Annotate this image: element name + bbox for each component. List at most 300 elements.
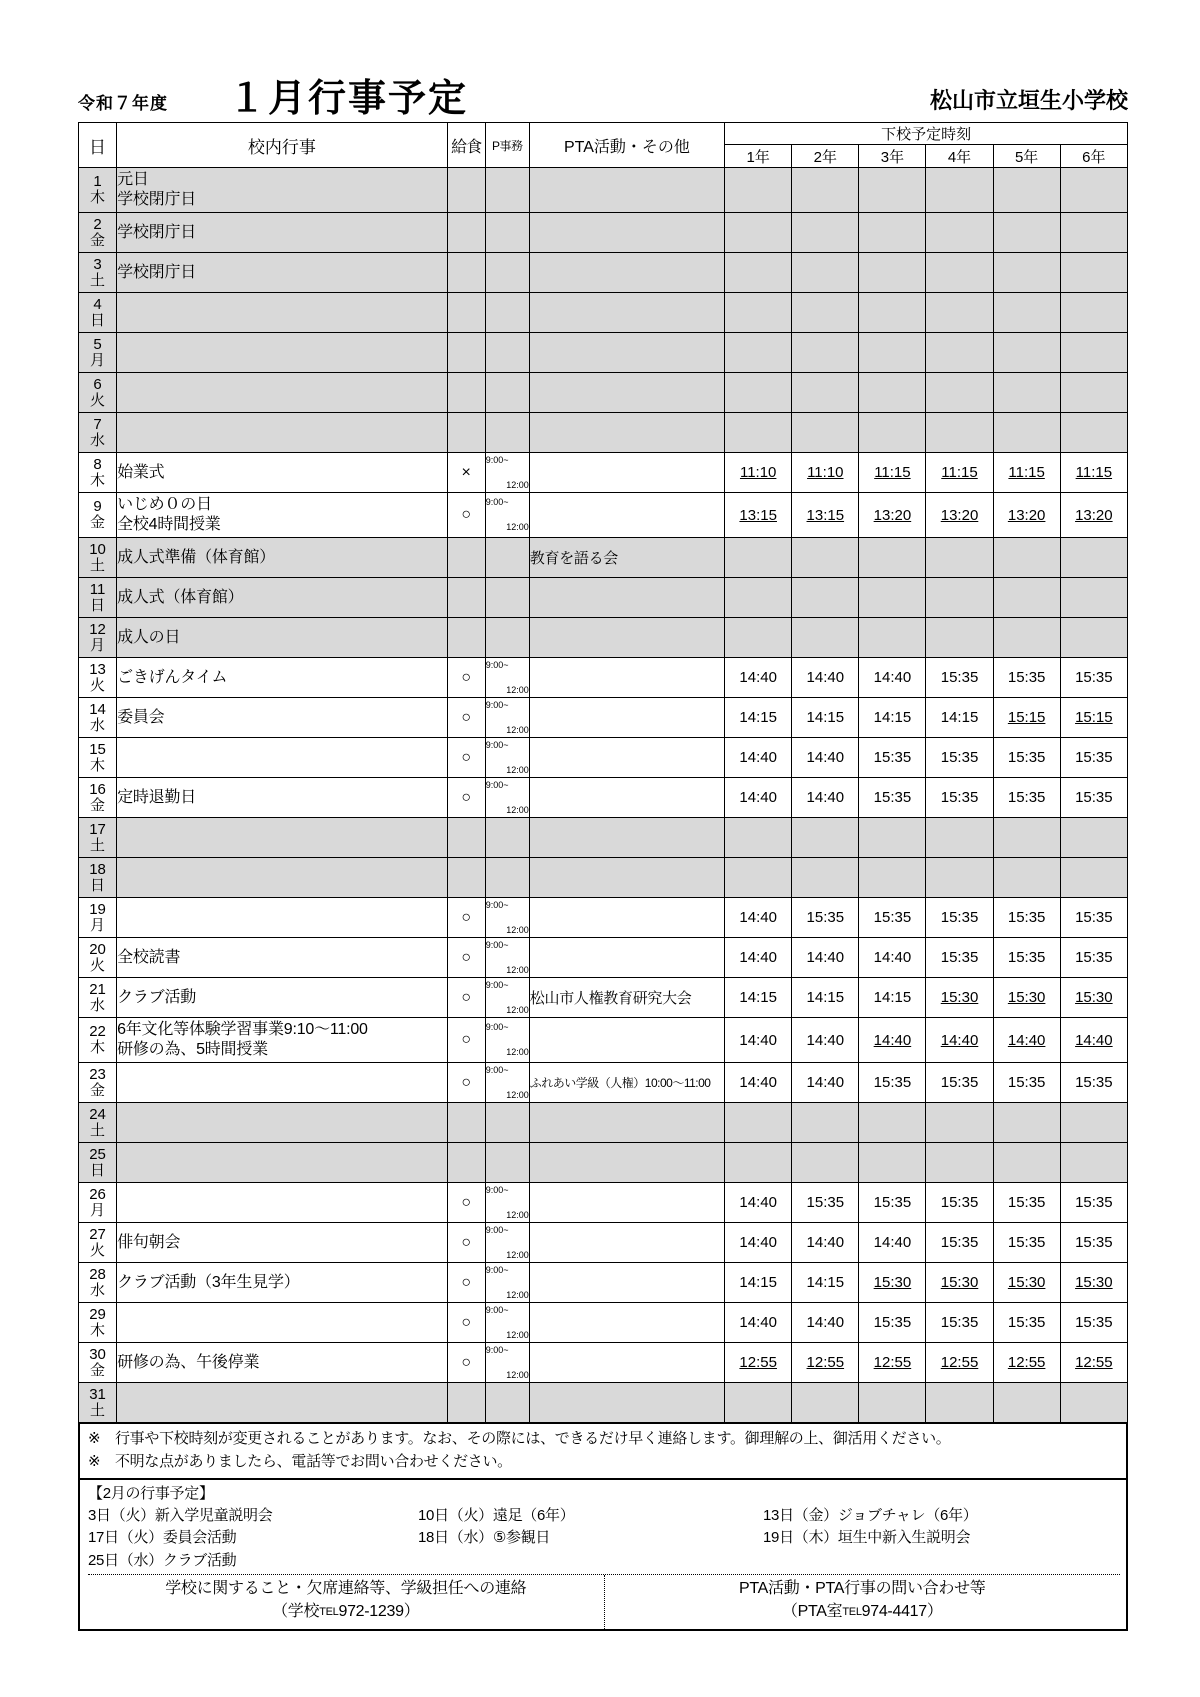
cell-dismissal-grade-1	[725, 413, 792, 453]
table-row	[79, 858, 1128, 898]
cell-dismissal-grade-3	[859, 898, 926, 938]
event-line: 成人式準備（体育館）	[117, 548, 276, 566]
day-weekday: 火	[90, 391, 106, 409]
cell-dismissal-grade-1	[725, 1018, 792, 1063]
day-weekday: 金	[90, 1081, 106, 1099]
february-item: 17日（火）委員会活動	[88, 1529, 237, 1547]
masthead	[78, 70, 1128, 118]
cell-dismissal-grade-1	[725, 1183, 792, 1223]
cell-school-event	[117, 453, 448, 493]
day-number: 23	[89, 1065, 106, 1083]
cell-dismissal-grade-4	[926, 938, 993, 978]
cell-pta-activity: 教育を語る会	[529, 538, 724, 578]
dismissal-time: 14:15	[873, 709, 912, 726]
cell-pta-activity	[529, 738, 724, 778]
dismissal-time: 14:15	[806, 709, 845, 726]
dismissal-time: 14:15	[806, 1274, 845, 1291]
cell-dismissal-grade-1	[725, 373, 792, 413]
table-row	[79, 373, 1128, 413]
day-number: 6	[93, 375, 102, 393]
office-end: 12:00	[506, 1089, 529, 1100]
table-row	[79, 658, 1128, 698]
day-weekday: 金	[90, 231, 106, 249]
dismissal-time: 15:35	[1075, 669, 1113, 686]
cell-dismissal-grade-3	[859, 1183, 926, 1223]
cell-pta-office-hours	[485, 1343, 529, 1383]
cell-dismissal-grade-2	[792, 938, 859, 978]
cell-dismissal-grade-4	[926, 1063, 993, 1103]
february-title: 【2月の行事予定】	[88, 1485, 214, 1502]
dismissal-time: 15:35	[940, 789, 979, 806]
dismissal-time: 14:40	[739, 909, 777, 926]
table-row	[79, 253, 1128, 293]
day-weekday: 金	[90, 796, 106, 814]
office-start: 9:00~	[485, 979, 509, 990]
event-line: 学校閉庁日	[117, 191, 197, 208]
cell-lunch-mark	[447, 293, 485, 333]
cell-dismissal-grade-2	[792, 1103, 859, 1143]
cell-dismissal-grade-3	[859, 1383, 926, 1423]
dismissal-time: 15:35	[1075, 909, 1113, 926]
cell-dismissal-grade-1	[725, 213, 792, 253]
cell-dismissal-grade-6	[1060, 293, 1127, 333]
col-header-event: 校内行事	[117, 123, 448, 168]
cell-dismissal-grade-6	[1060, 213, 1127, 253]
cell-pta-office-hours	[485, 253, 529, 293]
cell-pta-office-hours	[485, 898, 529, 938]
cell-dismissal-grade-3	[859, 1143, 926, 1183]
cell-day	[79, 738, 117, 778]
table-row	[79, 1223, 1128, 1263]
cell-lunch-mark	[447, 253, 485, 293]
event-line: 元日	[117, 171, 149, 189]
dismissal-time: 12:55	[739, 1354, 777, 1371]
february-block	[78, 1480, 1128, 1631]
cell-school-event	[117, 253, 448, 293]
note-line-2: ※ 不明な点がありましたら、電話等でお問い合わせください。	[88, 1452, 512, 1470]
table-row	[79, 168, 1128, 213]
cell-pta-activity	[529, 658, 724, 698]
cell-dismissal-grade-6	[1060, 698, 1127, 738]
cell-dismissal-grade-6	[1060, 738, 1127, 778]
cell-dismissal-grade-1	[725, 658, 792, 698]
cell-pta-office-hours	[485, 373, 529, 413]
cell-dismissal-grade-1	[725, 938, 792, 978]
cell-dismissal-grade-4	[926, 978, 993, 1018]
cell-dismissal-grade-5	[993, 778, 1060, 818]
dismissal-time: 15:35	[940, 1234, 979, 1251]
dismissal-time: 15:35	[940, 909, 979, 926]
cell-pta-activity	[529, 1143, 724, 1183]
day-weekday: 日	[90, 1161, 106, 1179]
cell-dismissal-grade-1	[725, 293, 792, 333]
event-line: 全校4時間授業	[117, 516, 221, 533]
cell-pta-office-hours	[485, 493, 529, 538]
day-number: 30	[89, 1345, 106, 1363]
table-row	[79, 293, 1128, 333]
cell-dismissal-grade-1	[725, 1303, 792, 1343]
cell-dismissal-grade-1	[725, 333, 792, 373]
cell-pta-activity	[529, 818, 724, 858]
office-start: 9:00~	[485, 899, 509, 910]
dismissal-time: 15:35	[1075, 1234, 1113, 1251]
cell-pta-office-hours	[485, 1018, 529, 1063]
cell-school-event	[117, 618, 448, 658]
cell-day	[79, 293, 117, 333]
table-row	[79, 818, 1128, 858]
cell-dismissal-grade-6	[1060, 493, 1127, 538]
dismissal-time: 15:30	[1075, 989, 1113, 1006]
office-end: 12:00	[506, 1047, 529, 1057]
cell-school-event	[117, 168, 448, 213]
cell-school-event	[117, 1343, 448, 1383]
cell-dismissal-grade-4	[926, 213, 993, 253]
office-start: 9:00~	[485, 779, 509, 790]
cell-lunch-mark: ○	[447, 1303, 485, 1343]
dismissal-time: 15:30	[1007, 989, 1046, 1006]
cell-dismissal-grade-3	[859, 1223, 926, 1263]
table-row	[79, 1183, 1128, 1223]
cell-dismissal-grade-6	[1060, 978, 1127, 1018]
dismissal-time: 15:35	[1007, 789, 1046, 806]
cell-pta-activity	[529, 1343, 724, 1383]
cell-pta-activity	[529, 213, 724, 253]
col-header-pta: PTA活動・その他	[529, 123, 724, 168]
dismissal-time: 11:15	[1075, 464, 1113, 481]
cell-pta-office-hours	[485, 333, 529, 373]
contact-block	[88, 1574, 1120, 1629]
cell-dismissal-grade-2	[792, 698, 859, 738]
cell-dismissal-grade-3	[859, 293, 926, 333]
cell-lunch-mark: ○	[447, 1343, 485, 1383]
cell-pta-activity	[529, 333, 724, 373]
cell-dismissal-grade-3	[859, 453, 926, 493]
dismissal-time: 15:35	[1075, 1194, 1113, 1211]
office-start: 9:00~	[485, 1022, 509, 1032]
dismissal-time: 14:40	[739, 949, 777, 966]
cell-dismissal-grade-5	[993, 1103, 1060, 1143]
cell-dismissal-grade-4	[926, 1018, 993, 1063]
office-end: 12:00	[506, 1369, 529, 1380]
col-header-day: 日	[79, 123, 117, 168]
cell-pta-office-hours	[485, 453, 529, 493]
dismissal-time: 15:35	[873, 1314, 912, 1331]
cell-dismissal-grade-2	[792, 1018, 859, 1063]
cell-pta-office-hours	[485, 538, 529, 578]
cell-dismissal-grade-2	[792, 858, 859, 898]
cell-dismissal-grade-2	[792, 413, 859, 453]
day-number: 14	[89, 700, 106, 718]
office-end: 12:00	[506, 924, 529, 935]
dismissal-time: 14:40	[739, 1314, 777, 1331]
day-weekday: 火	[90, 956, 106, 974]
cell-dismissal-grade-3	[859, 578, 926, 618]
february-item	[418, 1550, 763, 1573]
cell-day	[79, 453, 117, 493]
cell-dismissal-grade-2	[792, 213, 859, 253]
cell-school-event	[117, 858, 448, 898]
cell-dismissal-grade-3	[859, 538, 926, 578]
cell-dismissal-grade-4	[926, 168, 993, 213]
event-line: 定時退勤日	[117, 788, 197, 806]
day-weekday: 水	[90, 996, 106, 1014]
cell-pta-office-hours	[485, 293, 529, 333]
cell-dismissal-grade-4	[926, 618, 993, 658]
cell-dismissal-grade-5	[993, 938, 1060, 978]
cell-dismissal-grade-5	[993, 253, 1060, 293]
cell-dismissal-grade-6	[1060, 618, 1127, 658]
cell-dismissal-grade-6	[1060, 578, 1127, 618]
cell-pta-activity	[529, 168, 724, 213]
dismissal-time: 15:35	[1075, 949, 1113, 966]
cell-dismissal-grade-5	[993, 698, 1060, 738]
cell-pta-activity	[529, 938, 724, 978]
office-start: 9:00~	[485, 939, 509, 950]
era-label: 令和７年度	[78, 94, 168, 113]
contact-school-tel	[88, 1601, 604, 1623]
contact-school-tel-prefix: （学校	[272, 1602, 320, 1620]
office-end: 12:00	[506, 522, 529, 532]
cell-dismissal-grade-5	[993, 1018, 1060, 1063]
cell-pta-office-hours	[485, 168, 529, 213]
cell-day	[79, 818, 117, 858]
cell-school-event	[117, 373, 448, 413]
dismissal-time: 14:40	[739, 1194, 777, 1211]
dismissal-time: 12:55	[940, 1354, 979, 1371]
dismissal-time: 14:40	[739, 749, 777, 766]
cell-dismissal-grade-1	[725, 1223, 792, 1263]
day-weekday: 土	[90, 1121, 106, 1139]
cell-day	[79, 538, 117, 578]
cell-dismissal-grade-5	[993, 413, 1060, 453]
cell-dismissal-grade-4	[926, 818, 993, 858]
dismissal-time: 12:55	[1007, 1354, 1046, 1371]
dismissal-time: 14:40	[806, 1314, 845, 1331]
cell-pta-activity	[529, 253, 724, 293]
day-number: 21	[89, 980, 106, 998]
cell-dismissal-grade-6	[1060, 1063, 1127, 1103]
cell-pta-activity: 松山市人権教育研究大会	[529, 978, 724, 1018]
cell-pta-activity	[529, 373, 724, 413]
cell-lunch-mark: ○	[447, 493, 485, 538]
cell-lunch-mark	[447, 1103, 485, 1143]
cell-day	[79, 253, 117, 293]
february-item: 13日（金）ジョブチャレ（6年）	[763, 1506, 978, 1524]
day-number: 1	[93, 173, 102, 191]
cell-dismissal-grade-5	[993, 333, 1060, 373]
cell-day	[79, 1303, 117, 1343]
day-weekday: 月	[90, 916, 106, 934]
dismissal-time: 11:15	[941, 464, 978, 481]
contact-pta-tel-number: 974-4417）	[861, 1602, 943, 1620]
cell-lunch-mark	[447, 333, 485, 373]
february-item	[763, 1550, 1120, 1573]
day-number: 8	[93, 455, 102, 473]
cell-pta-activity	[529, 413, 724, 453]
cell-dismissal-grade-6	[1060, 333, 1127, 373]
cell-dismissal-grade-2	[792, 978, 859, 1018]
table-row	[79, 1343, 1128, 1383]
dismissal-time: 14:40	[739, 1234, 777, 1251]
cell-pta-office-hours	[485, 698, 529, 738]
dismissal-time: 15:35	[873, 909, 912, 926]
cell-day	[79, 618, 117, 658]
day-number: 11	[89, 580, 106, 598]
day-weekday: 木	[90, 471, 106, 489]
cell-pta-office-hours	[485, 858, 529, 898]
cell-dismissal-grade-4	[926, 1383, 993, 1423]
cell-dismissal-grade-3	[859, 938, 926, 978]
cell-dismissal-grade-5	[993, 213, 1060, 253]
cell-pta-activity	[529, 493, 724, 538]
cell-dismissal-grade-5	[993, 1263, 1060, 1303]
event-line: 全校読書	[117, 948, 181, 966]
cell-dismissal-grade-1	[725, 1143, 792, 1183]
dismissal-time: 12:55	[806, 1354, 845, 1371]
cell-day	[79, 1383, 117, 1423]
cell-pta-office-hours	[485, 1103, 529, 1143]
february-row-1	[88, 1505, 1120, 1528]
cell-dismissal-grade-4	[926, 658, 993, 698]
day-weekday: 水	[90, 716, 106, 734]
cell-dismissal-grade-1	[725, 858, 792, 898]
contact-school-tel-number: 972-1239）	[338, 1602, 420, 1620]
table-row	[79, 1143, 1128, 1183]
cell-dismissal-grade-6	[1060, 373, 1127, 413]
cell-dismissal-grade-4	[926, 453, 993, 493]
cell-pta-office-hours	[485, 1063, 529, 1103]
school-name: 松山市立垣生小学校	[929, 88, 1128, 113]
cell-dismissal-grade-3	[859, 1103, 926, 1143]
dismissal-time: 15:35	[1007, 749, 1046, 766]
cell-school-event	[117, 1223, 448, 1263]
cell-dismissal-grade-6	[1060, 168, 1127, 213]
february-item: 18日（水）⑤参観日	[418, 1529, 551, 1547]
cell-lunch-mark	[447, 413, 485, 453]
cell-dismissal-grade-4	[926, 778, 993, 818]
cell-pta-activity	[529, 578, 724, 618]
cell-dismissal-grade-5	[993, 618, 1060, 658]
cell-dismissal-grade-2	[792, 453, 859, 493]
cell-dismissal-grade-6	[1060, 778, 1127, 818]
dismissal-time: 15:35	[1075, 749, 1113, 766]
dismissal-time: 15:35	[1007, 1074, 1046, 1091]
cell-lunch-mark	[447, 1383, 485, 1423]
col-header-lunch: 給食	[447, 123, 485, 168]
day-number: 9	[93, 498, 102, 516]
day-weekday: 土	[90, 836, 106, 854]
cell-dismissal-grade-1	[725, 1103, 792, 1143]
cell-dismissal-grade-6	[1060, 1018, 1127, 1063]
cell-lunch-mark	[447, 618, 485, 658]
cell-dismissal-grade-2	[792, 333, 859, 373]
cell-lunch-mark: ○	[447, 778, 485, 818]
cell-pta-office-hours	[485, 618, 529, 658]
event-line: クラブ活動	[117, 988, 197, 1006]
dismissal-time: 15:35	[873, 749, 912, 766]
cell-school-event	[117, 293, 448, 333]
office-end: 12:00	[506, 1004, 529, 1015]
cell-school-event	[117, 333, 448, 373]
dismissal-time: 11:10	[739, 464, 777, 481]
cell-school-event	[117, 658, 448, 698]
cell-pta-office-hours	[485, 1303, 529, 1343]
cell-dismissal-grade-6	[1060, 1343, 1127, 1383]
dismissal-time: 13:20	[1007, 506, 1046, 524]
february-item: 19日（木）垣生中新入生説明会	[763, 1529, 971, 1547]
table-row	[79, 333, 1128, 373]
cell-pta-office-hours	[485, 578, 529, 618]
cell-school-event	[117, 1383, 448, 1423]
dismissal-time: 14:40	[806, 1031, 845, 1049]
day-number: 19	[89, 900, 106, 918]
cell-dismissal-grade-1	[725, 453, 792, 493]
cell-dismissal-grade-3	[859, 493, 926, 538]
february-row-2	[88, 1527, 1120, 1550]
cell-pta-office-hours	[485, 413, 529, 453]
day-number: 13	[89, 660, 106, 678]
cell-day	[79, 978, 117, 1018]
cell-dismissal-grade-3	[859, 778, 926, 818]
cell-lunch-mark: ○	[447, 698, 485, 738]
dismissal-time: 12:55	[873, 1354, 912, 1371]
cell-dismissal-grade-2	[792, 373, 859, 413]
cell-pta-activity	[529, 1018, 724, 1063]
col-header-office: P事務	[485, 123, 529, 168]
cell-school-event	[117, 578, 448, 618]
day-number: 29	[89, 1305, 106, 1323]
cell-dismissal-grade-3	[859, 413, 926, 453]
cell-dismissal-grade-4	[926, 333, 993, 373]
table-row	[79, 1263, 1128, 1303]
cell-pta-activity	[529, 453, 724, 493]
cell-dismissal-grade-1	[725, 698, 792, 738]
day-weekday: 金	[90, 514, 106, 531]
dismissal-time: 14:40	[806, 789, 845, 806]
table-row	[79, 698, 1128, 738]
cell-dismissal-grade-1	[725, 538, 792, 578]
cell-pta-office-hours	[485, 738, 529, 778]
day-number: 16	[89, 780, 106, 798]
cell-day	[79, 1103, 117, 1143]
cell-lunch-mark: ○	[447, 1183, 485, 1223]
cell-day	[79, 1183, 117, 1223]
cell-dismissal-grade-5	[993, 1143, 1060, 1183]
cell-pta-activity	[529, 1383, 724, 1423]
office-start: 9:00~	[485, 1264, 509, 1275]
cell-dismissal-grade-3	[859, 858, 926, 898]
cell-dismissal-grade-5	[993, 858, 1060, 898]
day-weekday: 土	[90, 556, 106, 574]
event-line: 研修の為、5時間授業	[117, 1041, 268, 1058]
cell-dismissal-grade-2	[792, 1303, 859, 1343]
day-number: 2	[93, 215, 102, 233]
office-end: 12:00	[506, 479, 529, 490]
table-body	[79, 168, 1128, 1423]
cell-dismissal-grade-1	[725, 1383, 792, 1423]
dismissal-time: 14:40	[739, 669, 777, 686]
dismissal-time: 14:40	[940, 1031, 979, 1049]
day-weekday: 土	[90, 1401, 106, 1419]
table-row	[79, 578, 1128, 618]
cell-dismissal-grade-2	[792, 1143, 859, 1183]
contact-pta-tel	[605, 1601, 1121, 1623]
dismissal-time: 15:35	[1075, 1074, 1113, 1091]
cell-school-event	[117, 413, 448, 453]
february-row-3	[88, 1550, 1120, 1573]
table-row	[79, 1383, 1128, 1423]
day-weekday: 土	[90, 271, 106, 289]
